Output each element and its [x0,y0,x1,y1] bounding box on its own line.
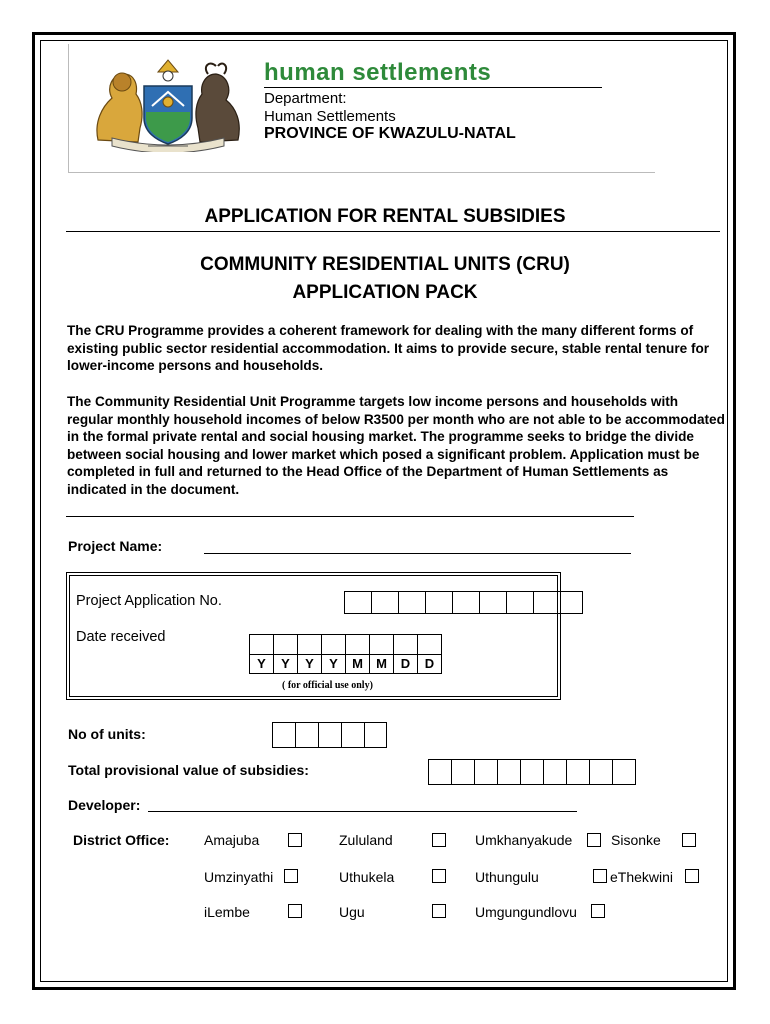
date-format-cells [249,654,442,674]
district-option-label: Uthukela [339,869,395,885]
district-checkbox-sisonke[interactable] [682,833,696,847]
date-format-cell: Y [249,654,274,674]
developer-label: Developer: [68,797,141,813]
district-option-label: Uthungulu [475,869,539,885]
intro-paragraph-2: The Community Residential Unit Programme targets low income persons and households with regular monthly household incomes of below R3500 per month who are not able to be accommodated in the formal private rental and social housing market. The programme seeks to bridge the divide between social housing and lower market which posed a significant problem. Application must be completed in full and returned to the Head Office of the Department of Human Settlements as indicated in the document. [67,394,725,497]
district-option-label: Ugu [339,904,365,920]
date-format-cell: M [369,654,394,674]
developer-field[interactable] [148,811,577,812]
department-line-2: Human Settlements [264,108,396,125]
date-format-cell: D [417,654,442,674]
district-option-label: Amajuba [204,832,260,848]
district-checkbox-ugu[interactable] [432,904,446,918]
district-checkbox-ilembe[interactable] [288,904,302,918]
department-name: human settlements [264,59,492,86]
page-title: APPLICATION FOR RENTAL SUBSIDIES [204,206,566,227]
district-option-label: Umzinyathi [204,869,274,885]
district-checkbox-umgungundlovu[interactable] [591,904,605,918]
project-app-no-label: Project Application No. [76,593,222,609]
date-format-cell: M [345,654,370,674]
date-format-cell: Y [321,654,346,674]
date-format-cell: Y [273,654,298,674]
district-checkbox-ethekwini[interactable] [685,869,699,883]
no-units-label: No of units: [68,726,146,742]
district-checkbox-amajuba[interactable] [288,833,302,847]
official-use-note: ( for official use only) [282,680,373,691]
district-office-label: District Office: [73,832,170,848]
date-format-cell: Y [297,654,322,674]
district-checkbox-umkhanyakude[interactable] [587,833,601,847]
district-option-label: Umgungundlovu [475,904,577,920]
date-received-label: Date received [76,629,166,645]
district-checkbox-uthungulu[interactable] [593,869,607,883]
district-option-label: Umkhanyakude [475,832,573,848]
district-option-label: Zululand [339,832,393,848]
total-value-label: Total provisional value of subsidies: [68,762,309,778]
date-format-cell: D [393,654,418,674]
project-app-no-field[interactable] [344,591,583,614]
department-line-1: Department: [264,90,347,107]
total-value-field[interactable] [428,759,636,785]
intro-paragraph-1: The CRU Programme provides a coherent framework for dealing with the many different forms of existing public sector residential accommodation. It aims to provide secure, stable rental tenure for lower-income persons and households. [67,323,710,373]
section-divider [66,516,634,517]
department-rule [264,87,602,88]
department-line-3: PROVINCE OF KWAZULU-NATAL [264,125,516,142]
district-checkbox-umzinyathi[interactable] [284,869,298,883]
no-units-field[interactable] [272,722,387,748]
title-rule [66,231,720,232]
district-option-label: Sisonke [611,832,661,848]
district-option-label: eThekwini [610,869,674,885]
district-option-label: iLembe [204,904,250,920]
subtitle-2: APPLICATION PACK [292,282,478,303]
subtitle-1: COMMUNITY RESIDENTIAL UNITS (CRU) [200,254,570,275]
district-checkbox-uthukela[interactable] [432,869,446,883]
project-name-label: Project Name: [68,538,163,554]
district-checkbox-zululand[interactable] [432,833,446,847]
date-received-field[interactable] [249,634,442,655]
project-name-field[interactable] [204,553,631,554]
coat-of-arms-icon [88,52,248,152]
